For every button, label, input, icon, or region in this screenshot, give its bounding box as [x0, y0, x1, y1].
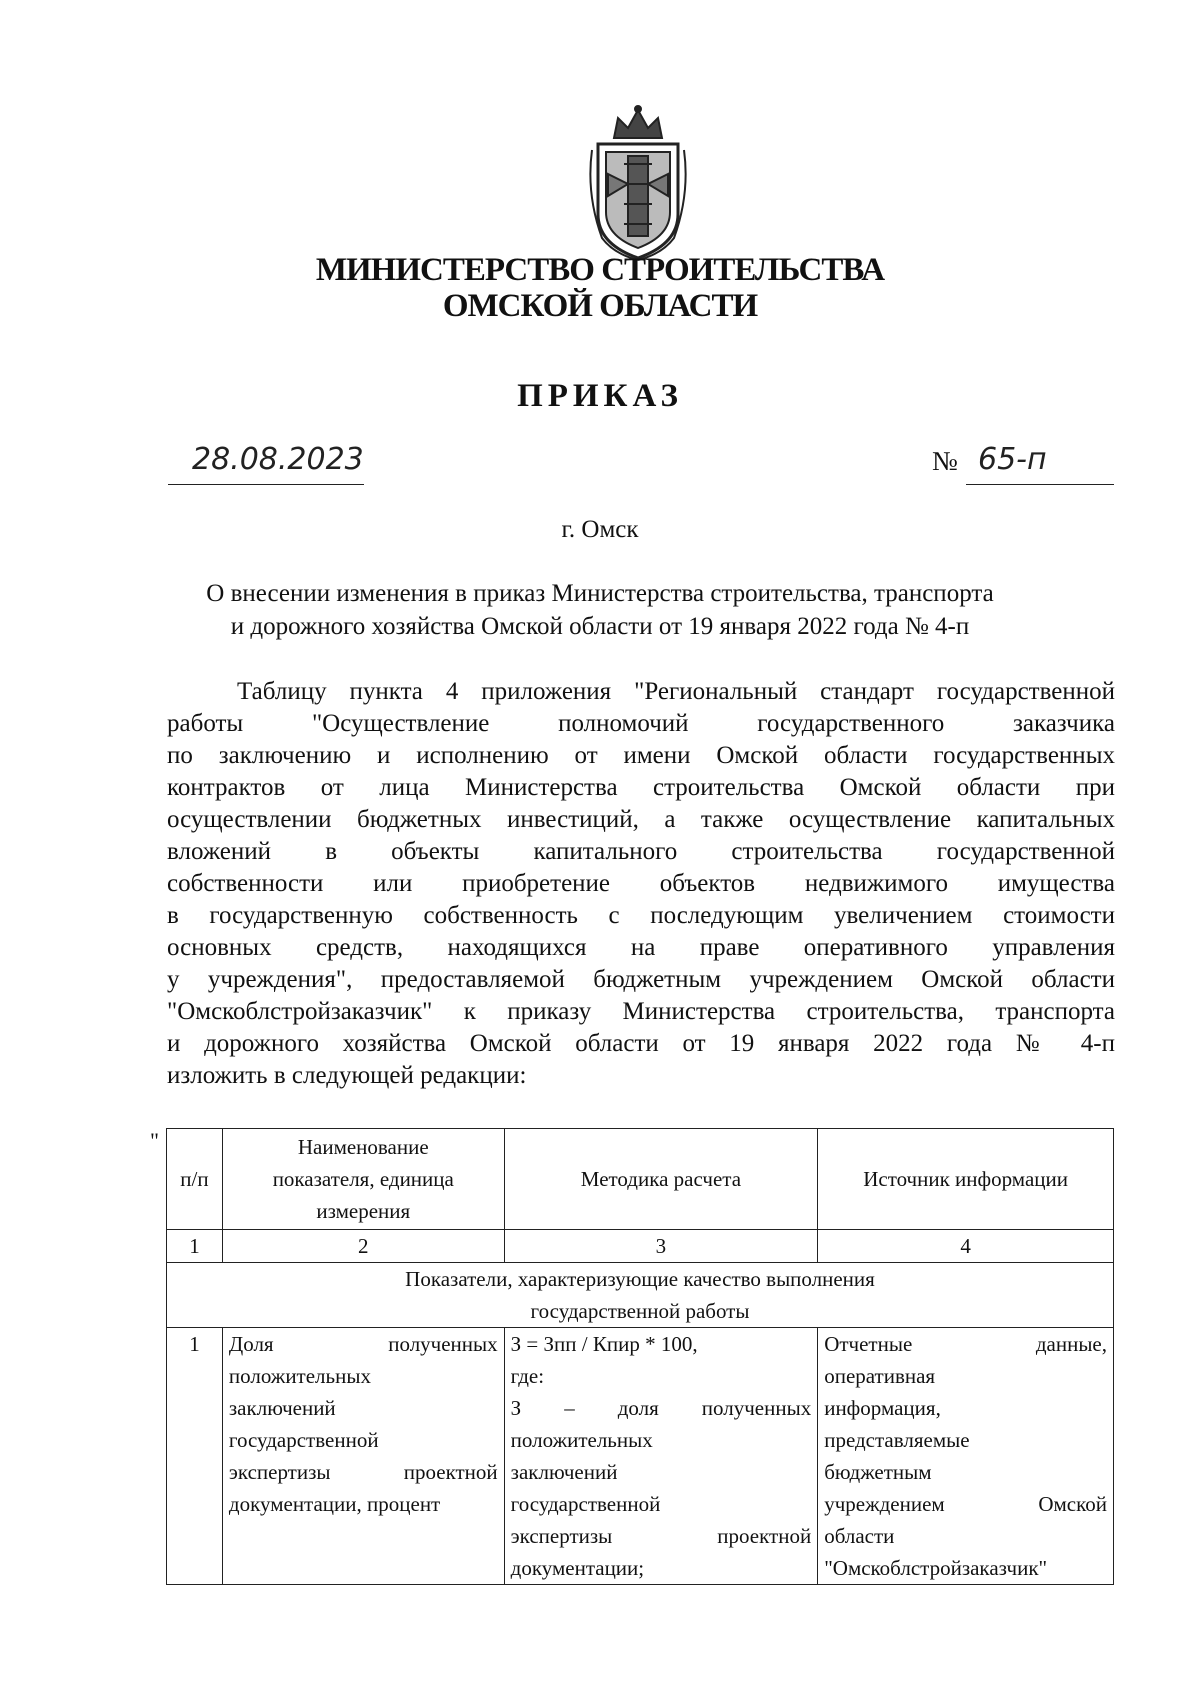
method-line: документации; — [510, 1556, 645, 1580]
ministry-name-line1: МИНИСТЕРСТВО СТРОИТЕЛЬСТВА — [315, 252, 885, 288]
source-cell — [818, 1328, 1114, 1585]
date-handwritten: 28.08.2023 — [192, 442, 364, 477]
body-line: в государственную собственность с последующим увеличением стоимости — [167, 902, 1115, 929]
section-heading — [167, 1263, 1114, 1328]
header-cell-method: Методика расчета — [504, 1129, 818, 1230]
number-handwritten: 65-п — [978, 442, 1047, 477]
header-cell-number: п/п — [167, 1129, 223, 1230]
method-line: экспертизы проектной — [510, 1524, 812, 1548]
section-row — [167, 1263, 1114, 1328]
source-line: представляемые — [824, 1428, 970, 1452]
date-field — [168, 440, 364, 485]
body-line: собственности или приобретение объектов недвижимого имущества — [167, 870, 1115, 897]
document-type-title: ПРИКАЗ — [517, 378, 683, 414]
body-line: работы "Осуществление полномочий государственного заказчика — [167, 710, 1115, 737]
header-cell-source: Источник информации — [818, 1129, 1114, 1230]
body-line: по заключению и исполнению от имени Омской области государственных — [167, 742, 1115, 769]
header-cell-name-line: показателя, единица — [272, 1167, 454, 1191]
body-line: "Омскоблстройзаказчик" к приказу Министерства строительства, транспорта — [167, 998, 1115, 1025]
method-line: где: — [510, 1364, 545, 1388]
body-line: и дорожного хозяйства Омской области от 19 января 2022 года № 4-п — [167, 1030, 1115, 1057]
header-cell-name-line: измерения — [316, 1199, 411, 1223]
number-field — [966, 440, 1114, 485]
source-line: информация, — [824, 1396, 941, 1420]
column-number-row — [167, 1230, 1114, 1263]
source-line: Отчетные данные, — [824, 1332, 1107, 1356]
column-number: 1 — [167, 1230, 223, 1263]
table-open-quote: " — [150, 1128, 159, 1153]
method-cell — [504, 1328, 818, 1585]
source-line: "Омскоблстройзаказчик" — [824, 1556, 1048, 1580]
indicator-name-line: экспертизы проектной — [228, 1460, 498, 1484]
column-number: 3 — [504, 1230, 818, 1263]
indicator-name-line: положительных — [228, 1364, 371, 1388]
method-formula: З = Зпп / Кпир * 100, — [510, 1332, 698, 1356]
city: г. Омск — [561, 516, 639, 543]
source-line: бюджетным — [824, 1460, 932, 1484]
body-line: осуществлении бюджетных инвестиций, а также осуществление капитальных — [167, 806, 1115, 833]
source-line: области — [824, 1524, 895, 1548]
column-number: 4 — [818, 1230, 1114, 1263]
body-line: Таблицу пункта 4 приложения "Региональный стандарт государственной — [237, 678, 1115, 705]
method-line: З – доля полученных — [510, 1396, 812, 1420]
coat-of-arms-emblem — [584, 104, 692, 262]
method-line: положительных — [510, 1428, 653, 1452]
number-label: № — [932, 446, 958, 476]
subject-line2: и дорожного хозяйства Омской области от 19 января 2022 года № 4-п — [230, 613, 970, 640]
indicator-name-line: Доля полученных — [228, 1332, 498, 1356]
header-cell-name — [222, 1129, 504, 1230]
row-number: 1 — [167, 1328, 223, 1585]
body-line: изложить в следующей редакции: — [167, 1062, 527, 1089]
header-cell-name-line: Наименование — [297, 1135, 429, 1159]
indicator-name-line: документации, процент — [228, 1492, 441, 1516]
method-line: государственной — [510, 1492, 661, 1516]
table-row — [167, 1328, 1114, 1585]
table-header-row — [167, 1129, 1114, 1230]
source-line: оперативная — [824, 1364, 936, 1388]
body-line: контрактов от лица Министерства строительства Омской области при — [167, 774, 1115, 801]
indicator-name-line: заключений — [228, 1396, 336, 1420]
subject-line1: О внесении изменения в приказ Министерства строительства, транспорта — [206, 580, 994, 607]
column-number: 2 — [222, 1230, 504, 1263]
section-heading-line: государственной работы — [530, 1299, 750, 1323]
body-line: вложений в объекты капитального строительства государственной — [167, 838, 1115, 865]
body-line: у учреждения", предоставляемой бюджетным учреждением Омской области — [167, 966, 1115, 993]
source-line: учреждением Омской — [824, 1492, 1107, 1516]
section-heading-line: Показатели, характеризующие качество выполнения — [405, 1267, 875, 1291]
ministry-name-line2: ОМСКОЙ ОБЛАСТИ — [442, 288, 758, 324]
body-line: основных средств, находящихся на праве оперативного управления — [167, 934, 1115, 961]
indicator-table — [166, 1128, 1114, 1585]
indicator-name-cell — [222, 1328, 504, 1585]
indicator-name-line: государственной — [228, 1428, 379, 1452]
method-line: заключений — [510, 1460, 618, 1484]
